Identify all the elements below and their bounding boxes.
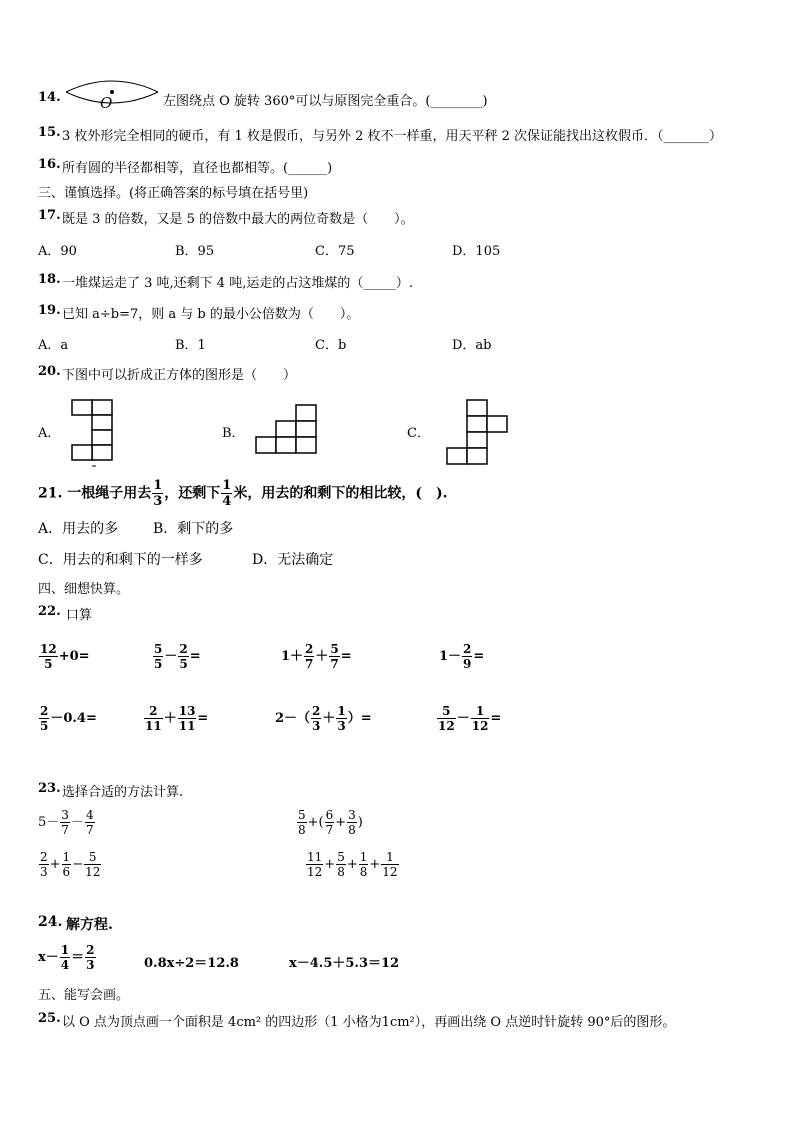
section-3-heading: 三、谨慎选择。(将正确答案的标号填在括号里) [38, 186, 309, 201]
q15-text: 3 枚外形完全相同的硬币，有 1 枚是假币，与另外 2 枚不一样重，用天平秤 2 次保证能找出这枚假币．（_______） [62, 129, 723, 144]
q19-text: 已知 a÷b=7，则 a 与 b 的最小公倍数为（ ）。 [62, 307, 360, 322]
q21-text-post: 米，用去的和剩下的相比较，( ). [233, 485, 448, 502]
q24-equation-3: x－4.5＋5.3＝12 [289, 956, 400, 971]
q22-expr-8: $\frac{5}{12}$ － $\frac{1}{12}$ = [438, 704, 502, 733]
q23-expr-3: $\frac{2}{3}$ + $\frac{1}{6}$ − $\frac{5}{12}$ [40, 850, 101, 879]
q14-point-label: O [100, 94, 113, 112]
q24-number: 24. [38, 914, 63, 930]
q23-expr-4: $\frac{11}{12}$ + $\frac{5}{8}$ + $\frac{1}{8}$ + $\frac{1}{12}$ [307, 850, 398, 879]
q22-number: 22. [38, 604, 61, 619]
q19-number: 19. [38, 303, 61, 318]
q17-text: 既是 3 的倍数，又是 5 的倍数中最大的两位奇数是（ ）。 [62, 212, 414, 227]
fraction-one-fourth: $\frac{1}{4}$ [222, 478, 232, 509]
q16-number: 16. [38, 157, 61, 172]
q21-option-a: A．用去的多 [38, 521, 119, 537]
q21-option-d: D．无法确定 [252, 552, 334, 568]
q15-number: 15. [38, 125, 61, 140]
q22-title: 口算 [66, 608, 93, 623]
q22-expr-5: $\frac{2}{5}$ －0.4= [40, 704, 97, 733]
q25-number: 25. [38, 1011, 61, 1026]
q17-option-b: B．95 [175, 244, 215, 259]
q22-expr-3: 1＋ $\frac{2}{7}$ ＋ $\frac{5}{7}$ = [281, 642, 352, 671]
q23-number: 23. [38, 781, 61, 796]
q19-option-b: B．1 [175, 338, 206, 353]
q17-option-d: D．105 [452, 244, 501, 259]
section-5-heading: 五、能写会画。 [38, 988, 130, 1003]
cube-net-c-figure [443, 398, 515, 468]
q25-text: 以 O 点为顶点画一个面积是 4cm² 的四边形（1 小格为1cm²），再画出绕 O 点逆时针旋转 90°后的图形。 [62, 1015, 676, 1030]
q22-expr-1: $\frac{12}{5}$ +0= [40, 642, 90, 671]
q22-expr-7: 2－（ $\frac{2}{3}$ ＋ $\frac{1}{3}$ ）= [275, 704, 372, 733]
q24-equation-2: 0.8x÷2＝12.8 [144, 956, 239, 971]
q17-option-a: A．90 [38, 244, 77, 259]
q18-number: 18. [38, 272, 61, 287]
q20-label-a: A． [38, 426, 61, 441]
q21-text-pre: 一根绳子用去 [67, 485, 152, 502]
q22-expr-6: $\frac{2}{11}$ ＋ $\frac{13}{11}$ = [145, 704, 209, 733]
q21-option-b: B．剩下的多 [153, 521, 234, 537]
q21-option-c: C．用去的和剩下的一样多 [38, 552, 203, 568]
q21-text-mid: ，还剩下 [164, 485, 221, 502]
q23-expr-2: $\frac{5}{8}$ +( $\frac{6}{7}$ + $\frac{3}{8}$ ) [298, 808, 363, 837]
q19-option-c: C．b [315, 338, 347, 353]
q20-text: 下图中可以折成正方体的图形是（ ） [62, 368, 297, 383]
q24-title: 解方程. [66, 917, 113, 933]
q21-number: 21. [38, 485, 63, 502]
cube-net-a-figure [70, 398, 118, 468]
q22-expr-2: $\frac{5}{5}$ － $\frac{2}{5}$ = [154, 642, 201, 671]
section-4-heading: 四、细想快算。 [38, 582, 130, 597]
q19-option-d: D．ab [452, 338, 492, 353]
q14-text: 左图绕点 O 旋转 360°可以与原图完全重合。(________) [163, 94, 488, 109]
q24-equation-1: x－ $\frac{1}{4}$ ＝ $\frac{2}{3}$ [38, 943, 95, 972]
q19-option-a: A．a [38, 338, 69, 353]
q21-line [38, 478, 447, 509]
cube-net-b-figure [252, 403, 322, 455]
q20-number: 20. [38, 364, 61, 379]
fraction-one-third: $\frac{1}{3}$ [153, 478, 163, 509]
q18-text: 一堆煤运走了 3 吨,还剩下 4 吨,运走的占这堆煤的（_____）. [62, 276, 413, 291]
q17-number: 17. [38, 208, 61, 223]
q17-option-c: C．75 [315, 244, 355, 259]
q23-expr-1: 5－ $\frac{3}{7}$ － $\frac{4}{7}$ [38, 808, 94, 837]
q14-number: 14. [38, 90, 61, 105]
q20-label-c: C． [407, 426, 430, 441]
q20-label-b: B． [222, 426, 245, 441]
q16-text: 所有圆的半径都相等，直径也都相等。(______) [62, 161, 333, 176]
q22-expr-4: 1－ $\frac{2}{9}$ = [439, 642, 485, 671]
q23-title: 选择合适的方法计算. [62, 785, 184, 800]
